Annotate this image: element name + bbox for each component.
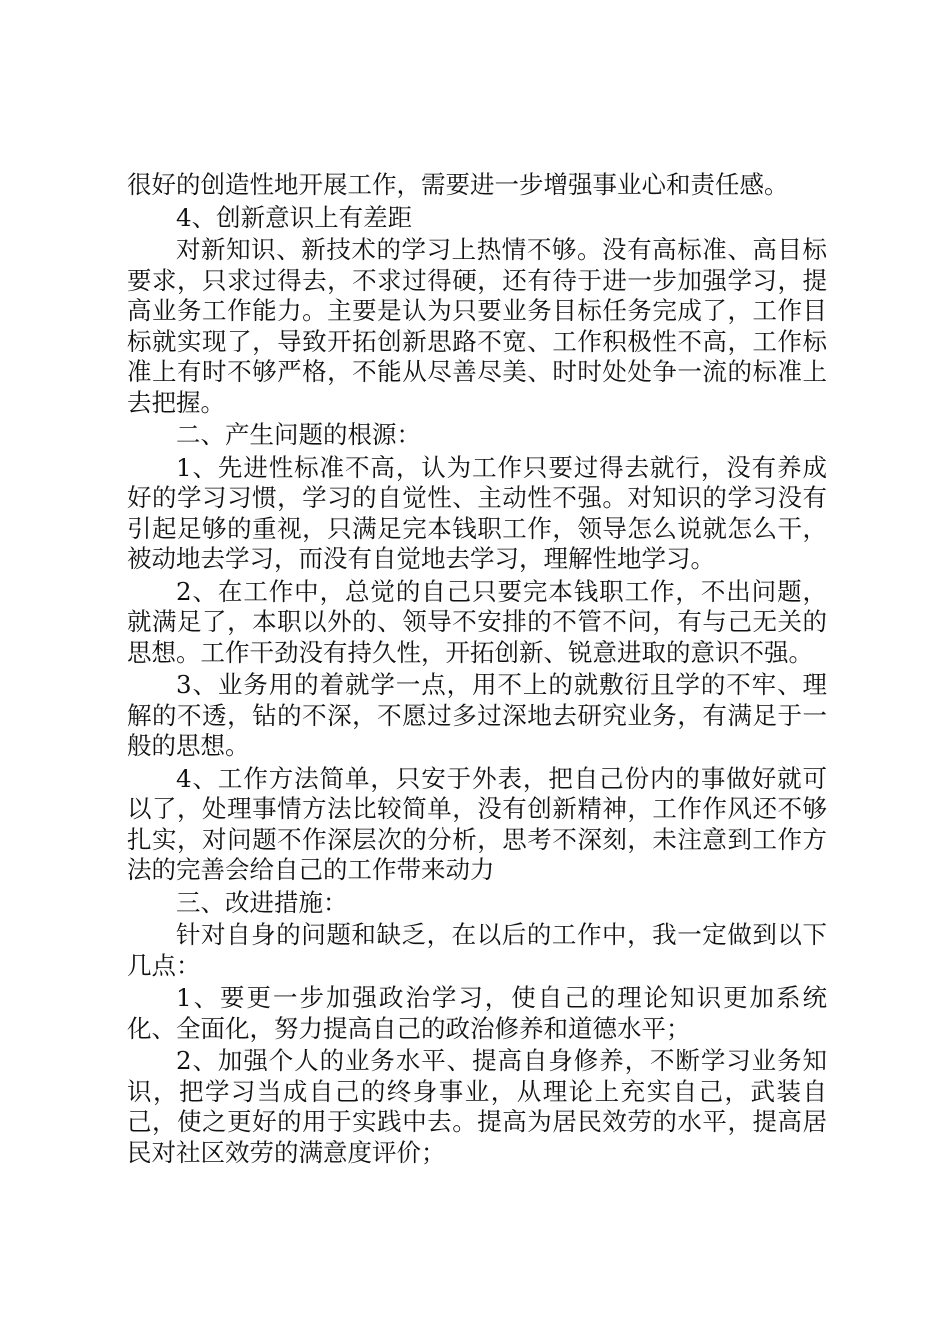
document-body bbox=[127, 170, 827, 1170]
paragraph-12: 2、加强个人的业务水平、提高自身修养，不断学习业务知识，把学习当成自己的终身事业，从理论上充实自己，武装自己，使之更好的用于实践中去。提高为居民效劳的水平，提高居民对社区效劳的满意度评价； bbox=[127, 1046, 827, 1167]
paragraph-7: 3、业务用的着就学一点，用不上的就敷衍且学的不牢、理解的不透，钻的不深，不愿过多过深地去研究业务，有满足于一般的思想。 bbox=[127, 670, 827, 760]
paragraph-11: 1、要更一步加强政治学习，使自己的理论知识更加系统化、全面化，努力提高自己的政治修养和道德水平； bbox=[127, 983, 827, 1043]
paragraph-10: 针对自身的问题和缺乏，在以后的工作中，我一定做到以下几点： bbox=[127, 920, 827, 980]
paragraph-5: 1、先进性标准不高，认为工作只要过得去就行，没有养成好的学习习惯，学习的自觉性、主动性不强。对知识的学习没有引起足够的重视，只满足完本钱职工作，领导怎么说就怎么干，被动地去学习，而没有自觉地去学习，理解性地学习。 bbox=[127, 452, 827, 573]
paragraph-3: 对新知识、新技术的学习上热情不够。没有高标准、高目标要求，只求过得去，不求过得硬，还有待于进一步加强学习，提高业务工作能力。主要是认为只要业务目标任务完成了，工作目标就实现了，导致开拓创新思路不宽、工作积极性不高，工作标准上有时不够严格，不能从尽善尽美、时时处处争一流的标准上去把握。 bbox=[127, 235, 827, 417]
heading-innovation-gap: 4、创新意识上有差距 bbox=[176, 202, 413, 232]
heading-improvement-measures: 三、改进措施： bbox=[176, 887, 348, 917]
paragraph-1: 很好的创造性地开展工作，需要进一步增强事业心和责任感。 bbox=[127, 170, 789, 199]
heading-root-causes: 二、产生问题的根源： bbox=[176, 420, 421, 449]
paragraph-8: 4、工作方法简单，只安于外表，把自己份内的事做好就可以了，处理事情方法比较简单，没有创新精神，工作作风还不够扎实，对问题不作深层次的分析，思考不深刻，未注意到工作方法的完善会给自己的工作带来动力 bbox=[127, 763, 827, 884]
paragraph-6: 2、在工作中，总觉的自己只要完本钱职工作，不出问题，就满足了，本职以外的、领导不安排的不管不问，有与己无关的思想。工作干劲没有持久性，开拓创新、锐意进取的意识不强。 bbox=[127, 576, 827, 667]
